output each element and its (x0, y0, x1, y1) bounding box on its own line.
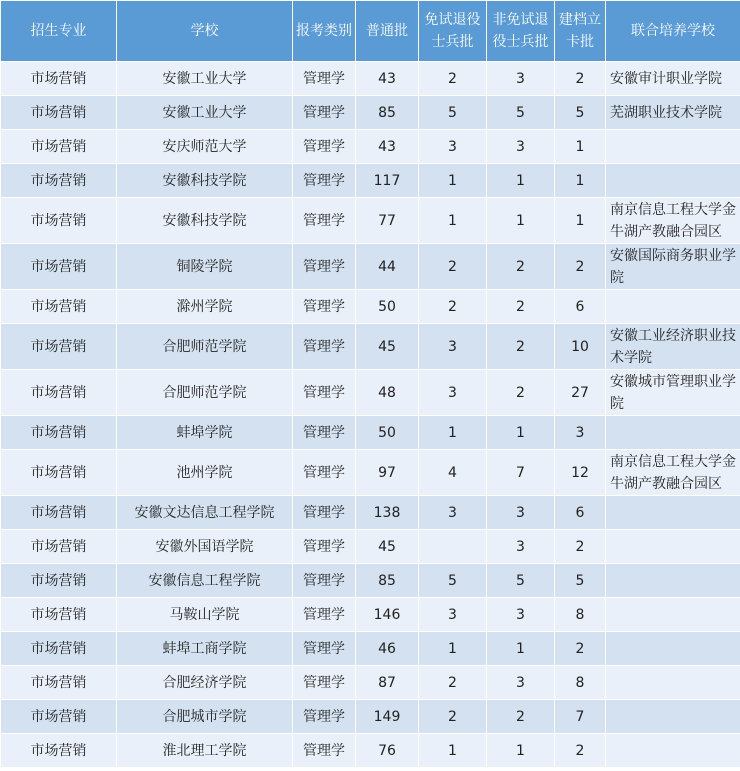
table-row (1, 244, 740, 290)
cell-poverty: 8 (555, 666, 606, 700)
cell-partner: 芜湖职业技术学院 (606, 96, 740, 130)
cell-exempt: 5 (419, 564, 487, 598)
cell-category: 管理学 (293, 244, 356, 290)
cell-nonexempt: 3 (487, 62, 555, 96)
table-row (1, 564, 740, 598)
table-row (1, 130, 740, 164)
cell-exempt: 1 (419, 632, 487, 666)
cell-partner (606, 598, 740, 632)
cell-partner: 安徽审计职业学院 (606, 62, 740, 96)
cell-nonexempt: 1 (487, 198, 555, 244)
cell-poverty: 6 (555, 496, 606, 530)
cell-category: 管理学 (293, 370, 356, 416)
cell-school: 合肥师范学院 (117, 370, 293, 416)
table-row (1, 450, 740, 496)
cell-nonexempt: 1 (487, 734, 555, 768)
cell-nonexempt: 3 (487, 130, 555, 164)
cell-major: 市场营销 (1, 290, 117, 324)
cell-poverty: 27 (555, 370, 606, 416)
cell-poverty: 2 (555, 734, 606, 768)
table-body (1, 62, 740, 768)
cell-major: 市场营销 (1, 666, 117, 700)
cell-school: 合肥师范学院 (117, 324, 293, 370)
table-row (1, 496, 740, 530)
cell-school: 安徽外国语学院 (117, 530, 293, 564)
cell-category: 管理学 (293, 416, 356, 450)
cell-poverty: 1 (555, 198, 606, 244)
cell-category: 管理学 (293, 598, 356, 632)
cell-regular: 48 (356, 370, 419, 416)
cell-category: 管理学 (293, 164, 356, 198)
cell-poverty: 3 (555, 416, 606, 450)
cell-poverty: 2 (555, 632, 606, 666)
cell-regular: 138 (356, 496, 419, 530)
cell-school: 蚌埠学院 (117, 416, 293, 450)
cell-nonexempt: 2 (487, 370, 555, 416)
cell-category: 管理学 (293, 198, 356, 244)
cell-exempt: 4 (419, 450, 487, 496)
table-row (1, 62, 740, 96)
cell-nonexempt: 5 (487, 96, 555, 130)
cell-school: 蚌埠工商学院 (117, 632, 293, 666)
cell-exempt: 2 (419, 62, 487, 96)
cell-regular: 85 (356, 564, 419, 598)
table-row (1, 700, 740, 734)
cell-category: 管理学 (293, 700, 356, 734)
cell-exempt: 1 (419, 734, 487, 768)
cell-regular: 76 (356, 734, 419, 768)
cell-school: 安徽信息工程学院 (117, 564, 293, 598)
header-nonexempt-veteran: 非免试退役士兵批 (487, 1, 555, 62)
cell-category: 管理学 (293, 564, 356, 598)
cell-nonexempt: 2 (487, 244, 555, 290)
cell-regular: 87 (356, 666, 419, 700)
cell-nonexempt: 1 (487, 416, 555, 450)
cell-partner (606, 666, 740, 700)
cell-exempt: 1 (419, 164, 487, 198)
cell-exempt: 2 (419, 244, 487, 290)
cell-exempt: 1 (419, 198, 487, 244)
cell-exempt: 2 (419, 666, 487, 700)
cell-exempt (419, 530, 487, 564)
cell-regular: 117 (356, 164, 419, 198)
cell-regular: 77 (356, 198, 419, 244)
cell-category: 管理学 (293, 96, 356, 130)
cell-nonexempt: 2 (487, 700, 555, 734)
cell-regular: 149 (356, 700, 419, 734)
cell-exempt: 3 (419, 130, 487, 164)
cell-category: 管理学 (293, 496, 356, 530)
cell-major: 市场营销 (1, 450, 117, 496)
cell-category: 管理学 (293, 62, 356, 96)
cell-major: 市场营销 (1, 416, 117, 450)
cell-major: 市场营销 (1, 164, 117, 198)
cell-school: 合肥经济学院 (117, 666, 293, 700)
cell-exempt: 3 (419, 598, 487, 632)
cell-school: 铜陵学院 (117, 244, 293, 290)
cell-major: 市场营销 (1, 130, 117, 164)
cell-nonexempt: 3 (487, 530, 555, 564)
cell-category: 管理学 (293, 290, 356, 324)
table-row (1, 324, 740, 370)
cell-school: 安徽文达信息工程学院 (117, 496, 293, 530)
cell-partner: 南京信息工程大学金牛湖产教融合园区 (606, 198, 740, 244)
cell-category: 管理学 (293, 450, 356, 496)
header-poverty: 建档立卡批 (555, 1, 606, 62)
cell-category: 管理学 (293, 324, 356, 370)
cell-nonexempt: 3 (487, 496, 555, 530)
cell-school: 安徽科技学院 (117, 164, 293, 198)
cell-nonexempt: 5 (487, 564, 555, 598)
cell-poverty: 2 (555, 244, 606, 290)
cell-major: 市场营销 (1, 530, 117, 564)
cell-major: 市场营销 (1, 244, 117, 290)
cell-school: 马鞍山学院 (117, 598, 293, 632)
cell-partner: 安徽国际商务职业学院 (606, 244, 740, 290)
cell-exempt: 1 (419, 416, 487, 450)
table-row (1, 370, 740, 416)
cell-major: 市场营销 (1, 564, 117, 598)
header-partner: 联合培养学校 (606, 1, 740, 62)
table-row (1, 96, 740, 130)
cell-school: 滁州学院 (117, 290, 293, 324)
cell-nonexempt: 3 (487, 598, 555, 632)
header-row (1, 1, 740, 62)
cell-school: 安徽工业大学 (117, 62, 293, 96)
cell-partner: 南京信息工程大学金牛湖产教融合园区 (606, 450, 740, 496)
cell-major: 市场营销 (1, 734, 117, 768)
cell-category: 管理学 (293, 666, 356, 700)
cell-major: 市场营销 (1, 370, 117, 416)
table-row (1, 632, 740, 666)
cell-partner (606, 530, 740, 564)
table-row (1, 416, 740, 450)
cell-exempt: 3 (419, 370, 487, 416)
cell-category: 管理学 (293, 530, 356, 564)
cell-poverty: 2 (555, 62, 606, 96)
cell-partner (606, 416, 740, 450)
cell-poverty: 5 (555, 96, 606, 130)
cell-exempt: 2 (419, 700, 487, 734)
cell-nonexempt: 1 (487, 632, 555, 666)
table-row (1, 290, 740, 324)
cell-poverty: 6 (555, 290, 606, 324)
cell-poverty: 5 (555, 564, 606, 598)
cell-partner: 安徽城市管理职业学院 (606, 370, 740, 416)
cell-poverty: 1 (555, 130, 606, 164)
cell-nonexempt: 3 (487, 666, 555, 700)
cell-regular: 146 (356, 598, 419, 632)
cell-regular: 50 (356, 416, 419, 450)
cell-school: 合肥城市学院 (117, 700, 293, 734)
cell-exempt: 3 (419, 324, 487, 370)
cell-school: 淮北理工学院 (117, 734, 293, 768)
cell-regular: 43 (356, 62, 419, 96)
table-row (1, 734, 740, 768)
cell-category: 管理学 (293, 632, 356, 666)
header-category: 报考类别 (293, 1, 356, 62)
cell-partner (606, 290, 740, 324)
cell-regular: 85 (356, 96, 419, 130)
cell-category: 管理学 (293, 734, 356, 768)
cell-exempt: 3 (419, 496, 487, 530)
cell-major: 市场营销 (1, 62, 117, 96)
cell-partner: 安徽工业经济职业技术学院 (606, 324, 740, 370)
cell-partner (606, 632, 740, 666)
cell-partner (606, 734, 740, 768)
cell-poverty: 2 (555, 530, 606, 564)
cell-poverty: 12 (555, 450, 606, 496)
cell-nonexempt: 2 (487, 324, 555, 370)
cell-school: 池州学院 (117, 450, 293, 496)
table-row (1, 164, 740, 198)
cell-major: 市场营销 (1, 496, 117, 530)
cell-partner (606, 496, 740, 530)
cell-regular: 45 (356, 530, 419, 564)
cell-nonexempt: 2 (487, 290, 555, 324)
cell-major: 市场营销 (1, 598, 117, 632)
cell-nonexempt: 7 (487, 450, 555, 496)
cell-partner (606, 164, 740, 198)
cell-poverty: 8 (555, 598, 606, 632)
table-row (1, 666, 740, 700)
cell-school: 安庆师范大学 (117, 130, 293, 164)
cell-major: 市场营销 (1, 324, 117, 370)
cell-regular: 43 (356, 130, 419, 164)
cell-poverty: 10 (555, 324, 606, 370)
header-major: 招生专业 (1, 1, 117, 62)
cell-regular: 46 (356, 632, 419, 666)
cell-partner (606, 130, 740, 164)
cell-category: 管理学 (293, 130, 356, 164)
cell-major: 市场营销 (1, 632, 117, 666)
cell-poverty: 1 (555, 164, 606, 198)
cell-poverty: 7 (555, 700, 606, 734)
cell-school: 安徽工业大学 (117, 96, 293, 130)
cell-major: 市场营销 (1, 700, 117, 734)
table-row (1, 198, 740, 244)
cell-regular: 45 (356, 324, 419, 370)
cell-partner (606, 700, 740, 734)
cell-exempt: 5 (419, 96, 487, 130)
cell-major: 市场营销 (1, 198, 117, 244)
cell-major: 市场营销 (1, 96, 117, 130)
cell-nonexempt: 1 (487, 164, 555, 198)
table-row (1, 530, 740, 564)
cell-school: 安徽科技学院 (117, 198, 293, 244)
cell-exempt: 2 (419, 290, 487, 324)
header-regular: 普通批 (356, 1, 419, 62)
cell-regular: 97 (356, 450, 419, 496)
header-school: 学校 (117, 1, 293, 62)
cell-partner (606, 564, 740, 598)
table-row (1, 598, 740, 632)
cell-regular: 50 (356, 290, 419, 324)
cell-regular: 44 (356, 244, 419, 290)
header-exempt-veteran: 免试退役士兵批 (419, 1, 487, 62)
